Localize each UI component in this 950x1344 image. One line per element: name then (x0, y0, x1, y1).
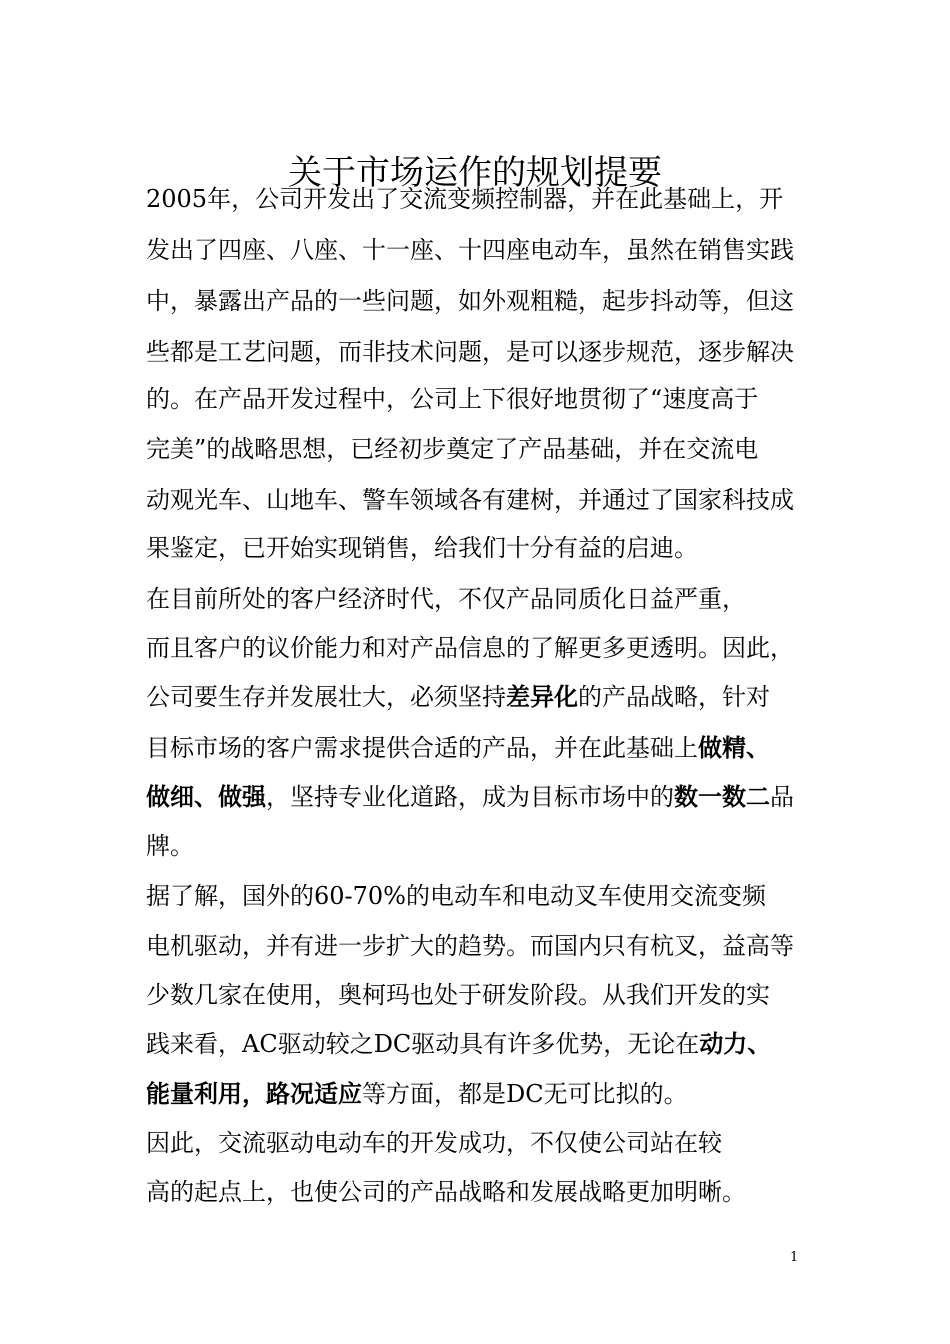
text-run: 发出了四座、八座、十一座、十四座电动车，虽然在销售实践 (146, 236, 794, 264)
text-run: 公司要生存并发展壮大，必须坚持 (146, 683, 506, 711)
text-line (146, 830, 194, 862)
text-run: 目标市场的客户需求提供合适的产品，并在此基础上 (146, 734, 698, 762)
bold-text-run: 数一数二 (674, 782, 770, 811)
text-run: 动观光车、山地车、警车领域各有建树，并通过了国家科技成 (146, 486, 794, 514)
text-line (146, 383, 758, 415)
bold-text-run: 差异化 (506, 682, 578, 711)
text-run: 的。在产品开发过程中，公司上下很好地贯彻了“速度高于 (146, 385, 759, 413)
text-line (146, 183, 783, 215)
text-run: 而且客户的议价能力和对产品信息的了解更多更透明。因此， (146, 634, 794, 662)
text-line (146, 880, 766, 912)
text-run: 据了解，国外的60-70%的电动车和电动叉车使用交流变频 (146, 882, 766, 910)
text-line (146, 433, 758, 465)
text-run: 因此，交流驱动电动车的开发成功，不仅使公司站在较 (146, 1129, 722, 1157)
text-run: 完美”的战略思想，已经初步奠定了产品基础，并在交流电 (146, 435, 759, 463)
text-line (146, 681, 770, 713)
text-run: 2005年，公司开发出了交流变频控制器，并在此基础上，开 (146, 185, 784, 213)
bold-text-run: 做细、做强 (146, 782, 266, 811)
bold-text-run: 动力、 (699, 1029, 772, 1058)
text-run: 在目前所处的客户经济时代，不仅产品同质化日益严重， (146, 585, 746, 613)
text-line (146, 1127, 722, 1159)
text-run: 少数几家在使用，奥柯玛也处于研发阶段。从我们开发的实 (146, 981, 770, 1009)
text-line (146, 583, 746, 615)
text-line (146, 1176, 746, 1208)
text-line (146, 732, 770, 764)
bold-text-run: 能量利用，路况适应 (146, 1079, 362, 1108)
text-run: 果鉴定，已开始实现销售，给我们十分有益的启迪。 (146, 534, 698, 562)
text-line (146, 234, 794, 266)
text-line (146, 336, 794, 368)
text-line (146, 532, 698, 564)
text-run: 的产品战略，针对 (578, 683, 770, 711)
text-run: 高的起点上，也使公司的产品战略和发展战略更加明晰。 (146, 1178, 746, 1206)
text-line (146, 1078, 688, 1110)
text-run: 等方面，都是DC无可比拟的。 (362, 1080, 688, 1108)
document-title: 关于市场运作的规划提要 (288, 152, 662, 193)
text-run: 践来看，AC驱动较之DC驱动具有许多优势，无论在 (146, 1030, 700, 1058)
bold-text-run: 做精、 (698, 733, 770, 762)
text-run: 牌。 (146, 832, 194, 860)
text-run: ，坚持专业化道路，成为目标市场中的 (266, 783, 674, 811)
text-run: 电机驱动，并有进一步扩大的趋势。而国内只有杭叉，益高等 (146, 932, 794, 960)
text-line (146, 632, 794, 664)
text-run: 些都是工艺问题，而非技术问题，是可以逐步规范，逐步解决 (146, 338, 794, 366)
text-line (146, 781, 794, 813)
text-line (146, 930, 794, 962)
text-run: 中，暴露出产品的一些问题，如外观粗糙，起步抖动等，但这 (146, 287, 794, 315)
text-line (146, 285, 794, 317)
text-line (146, 979, 770, 1011)
text-run: 品 (770, 783, 794, 811)
text-line (146, 1028, 771, 1060)
page-number: 1 (790, 1250, 799, 1265)
text-line (146, 484, 794, 516)
